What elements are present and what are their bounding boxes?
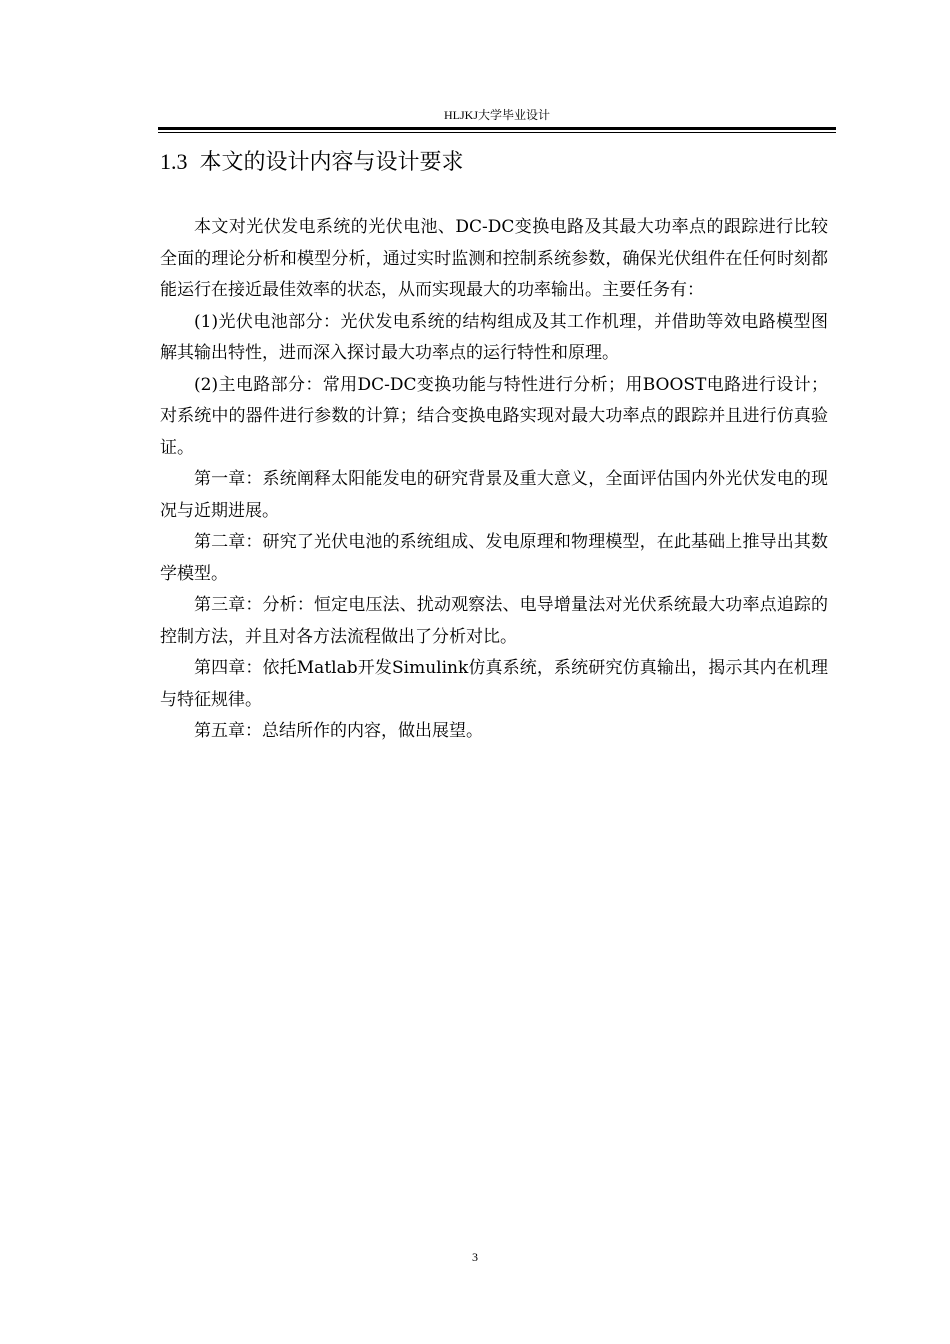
paragraph-chapter-2: 第二章：研究了光伏电池的系统组成、发电原理和物理模型，在此基础上推导出其数学模型。 xyxy=(160,532,828,584)
header-rule-thick xyxy=(158,127,836,130)
paragraph-task-2: (2)主电路部分：常用DC-DC变换功能与特性进行分析；用BOOST电路进行设计；对系统中的器件进行参数的计算；结合变换电路实现对最大功率点的跟踪并且进行仿真验证。 xyxy=(160,374,828,458)
header-rule-thin xyxy=(158,132,836,133)
paragraph-intro: 本文对光伏发电系统的光伏电池、DC-DC变换电路及其最大功率点的跟踪进行比较全面的理论分析和模型分析，通过实时监测和控制系统参数，确保光伏组件在任何时刻都能运行在接近最佳效率的状态，从而实现最大的功率输出。主要任务有： xyxy=(160,217,828,300)
paragraph-task-1: (1)光伏电池部分：光伏发电系统的结构组成及其工作机理，并借助等效电路模型图解其输出特性，进而深入探讨最大功率点的运行特性和原理。 xyxy=(160,311,828,363)
body-text xyxy=(160,212,828,748)
page-number: 3 xyxy=(472,1250,478,1264)
section-heading xyxy=(160,146,464,179)
running-header: HLJKJ大学毕业设计 xyxy=(443,108,550,122)
paragraph-chapter-5: 第五章：总结所作的内容，做出展望。 xyxy=(194,721,483,741)
section-title: 本文的设计内容与设计要求 xyxy=(199,150,464,175)
paragraph-chapter-4: 第四章：依托Matlab开发Simulink仿真系统，系统研究仿真输出，揭示其内在机理与特征规律。 xyxy=(160,658,828,710)
section-number: 1.3 xyxy=(160,149,188,174)
paragraph-chapter-3: 第三章：分析：恒定电压法、扰动观察法、电导增量法对光伏系统最大功率点追踪的控制方法，并且对各方法流程做出了分析对比。 xyxy=(160,595,828,647)
paragraph-chapter-1: 第一章：系统阐释太阳能发电的研究背景及重大意义，全面评估国内外光伏发电的现况与近期进展。 xyxy=(160,469,828,521)
